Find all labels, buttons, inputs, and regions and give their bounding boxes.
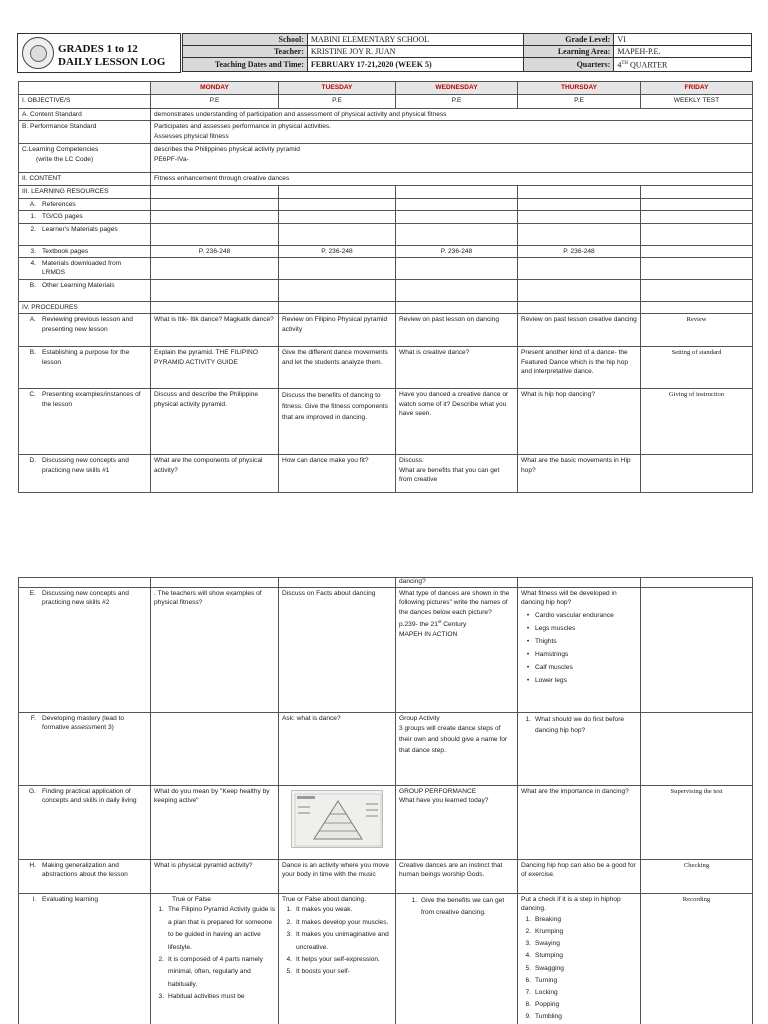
proc-i-thu-head: Put a check if it is a step in hiphop dancing. xyxy=(521,896,621,913)
performance-standard-cell xyxy=(151,121,753,144)
fitness-item xyxy=(521,609,637,622)
bullet-icon: • xyxy=(526,650,530,658)
proc-i-wed-text: Give the benefits we can get from creative dancing. xyxy=(421,897,505,916)
proc-i-tue xyxy=(279,894,396,1024)
bullet-icon: • xyxy=(526,663,530,671)
step-item-text: Popping xyxy=(535,1001,560,1009)
blank-corner xyxy=(19,82,151,95)
proc-h-mon: What is physical pyramid activity? xyxy=(151,860,279,894)
proc-h-label: Making generalization and abstractions about the lesson xyxy=(42,862,128,879)
quarter-number: 4 xyxy=(617,60,622,70)
proc-e-wed-ref-century: Century xyxy=(441,621,467,629)
proc-e-wed-ref-page: p.239- the 21 xyxy=(399,621,438,629)
proc-d-wed-continued: dancing? xyxy=(396,578,518,588)
teacher-label: Teacher: xyxy=(183,46,308,58)
references-index: A. xyxy=(29,200,36,208)
proc-b-thu: Present another kind of a dance- the Featured Dance which is the hip hop and interpretative dance. xyxy=(518,347,641,389)
day-monday: MONDAY xyxy=(151,82,279,95)
proc-g-fri: Supervising the test xyxy=(641,786,753,860)
pyramid-image xyxy=(291,790,383,848)
objectives-label: I. OBJECTIVE/S xyxy=(19,95,151,109)
quiz-item xyxy=(282,929,392,954)
tg-row xyxy=(19,211,151,223)
proc-i-wed xyxy=(396,894,518,1024)
teacher-value: KRISTINE JOY R. JUAN xyxy=(307,46,524,58)
proc-i-fri: Recording xyxy=(641,894,753,1024)
step-item xyxy=(521,926,637,938)
lm-row xyxy=(19,223,151,245)
step-item-text: Locking xyxy=(535,989,558,997)
proc-g-wed-text: What have you learned today? xyxy=(399,797,489,805)
proc-h-thu: Dancing hip hop can also be a good for of exercise. xyxy=(518,860,641,894)
proc-e-tue: Discuss on Facts about dancing xyxy=(279,588,396,713)
performance-standard-label: B. Performance Standard xyxy=(19,121,151,144)
proc-e-wed-question: What type of dances are shown in the following pictures" write the names of the dances below each picture? xyxy=(399,590,510,616)
proc-d-thu: What are the basic movements in Hip hop? xyxy=(518,455,641,493)
quiz-item xyxy=(282,917,392,929)
proc-c-tue: Discuss the benefits of dancing to fitness. Give the fitness components that are improved in dancing. xyxy=(279,389,396,455)
grade-label: Grade Level: xyxy=(524,34,614,46)
proc-d-label: Discussing new concepts and practicing new skills #1 xyxy=(42,457,129,474)
performance-standard-line1: Participates and assesses performance in physical activities. xyxy=(154,123,332,131)
quarter-suffix: TH xyxy=(621,61,628,66)
quiz-item-number: 4. xyxy=(286,956,292,964)
school-label: School: xyxy=(183,34,308,46)
step-item xyxy=(521,999,637,1011)
proc-g-tue xyxy=(279,786,396,860)
proc-e-wed-ref xyxy=(399,617,514,630)
quiz-item xyxy=(282,966,392,978)
proc-e-label: Discussing new concepts and practicing new skills #2 xyxy=(42,590,129,607)
dates-label: Teaching Dates and Time: xyxy=(183,58,308,72)
other-materials-index: B. xyxy=(29,282,36,290)
proc-d-fri xyxy=(641,455,753,493)
proc-c-index: C. xyxy=(29,391,36,399)
objectives-thu: P.E xyxy=(518,95,641,109)
textbook-tue: P. 236-248 xyxy=(279,245,396,257)
proc-i-label: Evaluating learning xyxy=(42,896,99,903)
textbook-index: 3. xyxy=(30,247,36,255)
quarter-text: QUARTER xyxy=(628,60,668,70)
day-wednesday: WEDNESDAY xyxy=(396,82,518,95)
proc-c-label: Presenting examples/instances of the lesson xyxy=(42,391,141,408)
step-item-text: Swaying xyxy=(535,940,560,948)
proc-e-row xyxy=(19,588,151,713)
quiz-item xyxy=(282,954,392,966)
grade-value: VI xyxy=(614,34,752,46)
proc-e-wed-ref-sup: st xyxy=(437,619,442,625)
performance-standard-line2: Assesses physical fitness xyxy=(154,132,229,140)
proc-a-thu: Review on past lesson creative dancing xyxy=(518,314,641,347)
step-item xyxy=(521,1011,637,1023)
proc-c-row xyxy=(19,389,151,455)
proc-i-mon-head: True or False xyxy=(172,896,211,903)
proc-h-index: H. xyxy=(29,862,36,869)
proc-d-wed-line2: What are benefits that you can get from creative xyxy=(399,466,500,484)
other-materials-row xyxy=(19,280,151,302)
bullet-icon: • xyxy=(526,676,530,684)
quiz-item-text: It helps your self-expression. xyxy=(296,956,380,964)
proc-i-row xyxy=(19,894,151,1024)
fitness-item-text: Calf muscles xyxy=(535,663,573,671)
fitness-item xyxy=(521,661,637,674)
references-label: References xyxy=(42,200,76,208)
other-materials-label: Other Learning Materials xyxy=(42,282,115,290)
header-logo-box xyxy=(17,33,181,73)
proc-f-label: Developing mastery (lead to formative assessment 3) xyxy=(42,715,125,732)
proc-h-tue: Dance is an activity where you move your body in time with the music xyxy=(279,860,396,894)
quiz-item-number: 3. xyxy=(158,993,164,1001)
quiz-item-text: Habitual activities must be xyxy=(168,993,245,1001)
lm-index: 2. xyxy=(30,225,36,233)
dates-value: FEBRUARY 17-21,2020 (WEEK 5) xyxy=(307,58,524,72)
proc-g-index: G. xyxy=(29,788,36,795)
lrmds-label: Materials downloaded from LRMDS xyxy=(42,260,122,277)
step-item-text: Breaking xyxy=(535,915,562,923)
quiz-item-text: It makes you weak. xyxy=(296,906,353,914)
proc-f-wed-text: 3 groups will create dance steps of their own and should give a name for that dance step. xyxy=(399,725,508,755)
tg-label: TG/CG pages xyxy=(42,213,83,221)
content-standard-label: A. Content Standard xyxy=(19,109,151,121)
quiz-item-text: It boosts your self- xyxy=(296,968,350,976)
day-thursday: THURSDAY xyxy=(518,82,641,95)
proc-b-index: B. xyxy=(29,349,36,357)
quiz-item-number: 2. xyxy=(286,918,292,926)
competencies-line2: PE6PF-IVa- xyxy=(154,155,189,163)
proc-f-row xyxy=(19,713,151,786)
competencies-label-cell xyxy=(19,144,151,173)
proc-c-wed: Have you danced a creative dance or watch some of it? Describe what you have seen. xyxy=(396,389,518,455)
day-friday: FRIDAY xyxy=(641,82,753,95)
proc-d-wed xyxy=(396,455,518,493)
tg-index: 1. xyxy=(30,213,36,221)
objectives-mon: P.E xyxy=(151,95,279,109)
quiz-item xyxy=(154,991,275,1003)
lesson-log-table-page1 xyxy=(18,81,753,493)
fitness-item xyxy=(521,622,637,635)
objectives-wed: P.E xyxy=(396,95,518,109)
step-item-number: 7. xyxy=(525,989,531,997)
step-item-number: 9. xyxy=(525,1013,531,1021)
step-item-text: Swagging xyxy=(535,964,564,972)
competencies-code-label: (write the LC Code) xyxy=(36,155,94,163)
deped-seal-icon xyxy=(22,37,54,69)
proc-f-wed xyxy=(396,713,518,786)
textbook-mon: P. 236-248 xyxy=(151,245,279,257)
proc-d-wed-line1: Discuss: xyxy=(399,457,424,465)
lesson-log-table-page2 xyxy=(18,577,753,1024)
step-item-text: Stumping xyxy=(535,952,563,960)
step-item-number: 1. xyxy=(525,915,531,923)
textbook-thu: P. 236-248 xyxy=(518,245,641,257)
lm-label: Learner's Materials pages xyxy=(42,225,118,233)
proc-i-index: I. xyxy=(32,896,36,903)
textbook-label: Textbook pages xyxy=(42,247,89,255)
proc-i-thu xyxy=(518,894,641,1024)
fitness-item-text: Thights xyxy=(535,637,557,645)
proc-e-thu xyxy=(518,588,641,713)
fitness-item xyxy=(521,648,637,661)
proc-b-mon: Explain the pyramid. THE FILIPINO PYRAMID ACTIVITY GUIDE xyxy=(151,347,279,389)
pyramid-illustration-icon xyxy=(292,791,384,849)
step-item-text: Turning xyxy=(535,976,558,984)
proc-f-wed-title: Group Activity xyxy=(399,715,440,722)
proc-a-tue: Review on Filipino Physical pyramid activity xyxy=(279,314,396,347)
proc-e-mon: . The teachers will show examples of physical fitness? xyxy=(151,588,279,713)
procedures-label: IV. PROCEDURES xyxy=(19,302,151,314)
proc-b-label: Establishing a purpose for the lesson xyxy=(42,349,130,366)
fitness-item-text: Cardio vascular endurance xyxy=(535,611,614,619)
proc-f-index: F. xyxy=(30,715,36,722)
proc-e-wed-book: MAPEH IN ACTION xyxy=(399,630,458,638)
quiz-item-text: It makes you unimaginative and uncreative. xyxy=(296,931,389,951)
quiz-item-number: 5. xyxy=(286,968,292,976)
proc-h-wed: Creative dances are an instinct that human beings worship Gods. xyxy=(396,860,518,894)
competencies-line1: describes the Philippines physical activity pyramid xyxy=(154,146,300,154)
references-row xyxy=(19,198,151,210)
proc-a-row xyxy=(19,314,151,347)
textbook-wed: P. 236-248 xyxy=(396,245,518,257)
fitness-list xyxy=(521,609,637,687)
proc-f-tue: Ask: what is dance? xyxy=(279,713,396,786)
proc-g-wed xyxy=(396,786,518,860)
proc-b-wed: What is creative dance? xyxy=(396,347,518,389)
content-standard-text: demonstrates understanding of participation and assessment of physical activity and physical fitness xyxy=(151,109,753,121)
step-item xyxy=(521,975,637,987)
quiz-item-number: 3. xyxy=(286,931,292,939)
competencies-cell xyxy=(151,144,753,173)
proc-a-index: A. xyxy=(29,316,36,324)
proc-g-row xyxy=(19,786,151,860)
step-item-number: 3. xyxy=(525,940,531,948)
lrmds-index: 4. xyxy=(30,260,36,268)
proc-a-mon: What is Itik- Itik dance? Magkatik dance? xyxy=(151,314,279,347)
quiz-item-number: 2. xyxy=(158,956,164,964)
proc-i-tue-head: True or False about dancing. xyxy=(282,896,367,903)
school-value: MABINI ELEMENTARY SCHOOL xyxy=(307,34,524,46)
proc-c-mon: Discuss and describe the Philippine physical activity pyramid. xyxy=(151,389,279,455)
proc-e-thu-question: What fitness will be developed in dancing hip hop? xyxy=(521,590,617,607)
quarter-label: Quarters: xyxy=(524,58,614,72)
objectives-tue: P.E xyxy=(279,95,396,109)
proc-d-row xyxy=(19,455,151,493)
proc-a-wed: Review on past lesson on dancing xyxy=(396,314,518,347)
resources-label: III. LEARNING RESOURCES xyxy=(19,186,151,198)
proc-h-fri: Checking xyxy=(641,860,753,894)
proc-a-label: Reviewing previous lesson and presenting new lesson xyxy=(42,316,133,333)
bullet-icon: • xyxy=(526,624,530,632)
textbook-row xyxy=(19,245,151,257)
step-item-number: 6. xyxy=(525,976,531,984)
proc-g-wed-title: GROUP PERFORMANCE xyxy=(399,788,477,795)
proc-f-thu xyxy=(518,713,641,786)
proc-d-index: D. xyxy=(29,457,36,465)
proc-d-tue: How can dance make you fit? xyxy=(279,455,396,493)
fitness-item xyxy=(521,674,637,687)
step-item-text: Tumbling xyxy=(535,1013,562,1021)
proc-i-wed-number: 1. xyxy=(411,897,417,904)
content-label: II. CONTENT xyxy=(19,173,151,186)
proc-i-mon xyxy=(151,894,279,1024)
step-item-number: 8. xyxy=(525,1001,531,1009)
proc-e-index: E. xyxy=(29,590,36,597)
header-title-dll: DAILY LESSON LOG xyxy=(58,56,166,68)
competencies-label: C.Learning Competencies xyxy=(22,146,99,154)
quiz-item xyxy=(282,904,392,916)
header-info-table xyxy=(182,33,752,72)
step-item xyxy=(521,914,637,926)
area-value: MAPEH-P.E. xyxy=(614,46,752,58)
step-item xyxy=(521,963,637,975)
quiz-item xyxy=(154,954,275,991)
proc-e-wed xyxy=(396,588,518,713)
proc-g-label: Finding practical application of concepts and skills in daily living xyxy=(42,788,137,805)
proc-c-fri: Giving of instruction xyxy=(641,389,753,455)
proc-a-fri: Review xyxy=(641,314,753,347)
proc-h-row xyxy=(19,860,151,894)
header-title-grades: GRADES 1 to 12 xyxy=(58,43,138,55)
proc-b-fri: Setting of standard xyxy=(641,347,753,389)
objectives-fri: WEEKLY TEST xyxy=(641,95,753,109)
content-text: Fitness enhancement through creative dances xyxy=(151,173,753,186)
fitness-item xyxy=(521,635,637,648)
proc-d-mon: What are the components of physical activity? xyxy=(151,455,279,493)
proc-c-thu: What is hip hop dancing? xyxy=(518,389,641,455)
step-item xyxy=(521,987,637,999)
step-item-number: 5. xyxy=(525,964,531,972)
quiz-item-number: 1. xyxy=(158,906,164,914)
quiz-item-text: It is composed of 4 parts namely minimal, often, regularly and habitually. xyxy=(168,956,263,988)
step-item-text: Krumping xyxy=(535,928,564,936)
proc-f-thu-text: What should we do first before dancing hip hop? xyxy=(535,716,625,734)
area-label: Learning Area: xyxy=(524,46,614,58)
proc-g-thu: What are the importance in dancing? xyxy=(518,786,641,860)
fitness-item-text: Lower legs xyxy=(535,676,567,684)
step-item-number: 2. xyxy=(525,928,531,936)
quiz-item-text: It makes develop your muscles. xyxy=(296,918,389,926)
proc-b-tue: Give the different dance movements and let the students analyze them. xyxy=(279,347,396,389)
quiz-item-text: The Filipino Pyramid Activity guide is a plan that is prepared for someone to be guided in having an active lifestyle. xyxy=(168,906,276,951)
proc-g-mon: What do you mean by "Keep healthy by keeping active" xyxy=(151,786,279,860)
fitness-item-text: Legs muscles xyxy=(535,624,576,632)
fitness-item-text: Hamstrings xyxy=(535,650,569,658)
lrmds-row xyxy=(19,258,151,280)
proc-b-row xyxy=(19,347,151,389)
step-item xyxy=(521,938,637,950)
day-tuesday: TUESDAY xyxy=(279,82,396,95)
quarter-value xyxy=(614,58,752,72)
bullet-icon: • xyxy=(526,637,530,645)
bullet-icon: • xyxy=(526,611,530,619)
quiz-item-number: 1. xyxy=(286,906,292,914)
step-item-number: 4. xyxy=(525,952,531,960)
proc-f-thu-number: 1. xyxy=(525,716,531,723)
step-item xyxy=(521,950,637,962)
quiz-item xyxy=(154,904,275,954)
